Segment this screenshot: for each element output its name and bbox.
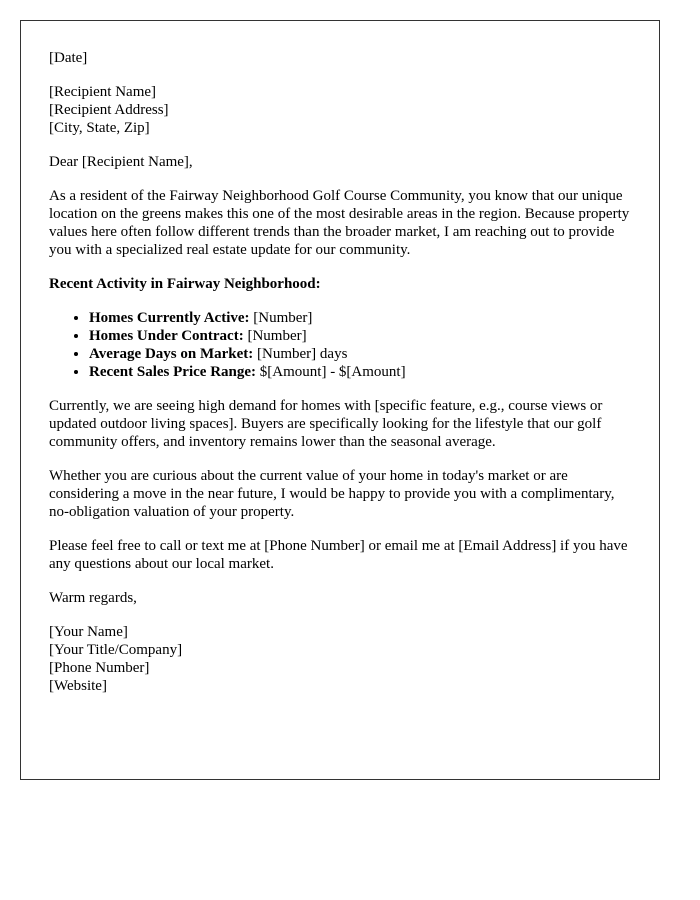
demand-paragraph: Currently, we are seeing high demand for homes with [specific feature, e.g., course views or updated outdoor living spaces]. Buyers are specifically looking for the lifestyle that our golf community offers, and inventory remains lower than the seasonal average. <box>49 398 603 450</box>
recipient-city-state-zip: [City, State, Zip] <box>49 120 150 136</box>
letter-date: [Date] <box>49 50 88 66</box>
signature-website: [Website] <box>49 678 107 694</box>
signature-block <box>49 623 631 695</box>
stat-label: Average Days on Market: <box>89 346 254 362</box>
stat-label: Homes Under Contract: <box>89 328 244 344</box>
salutation: Dear [Recipient Name], <box>49 154 193 170</box>
intro-paragraph: As a resident of the Fairway Neighborhood Golf Course Community, you know that our unique location on the greens makes this one of the most desirable areas in the region. Because property values here often follow different trends than the broader market, I am reaching out to provide you with a specialized real estate update for our community. <box>49 188 630 258</box>
stat-value: $[Amount] - $[Amount] <box>256 364 406 380</box>
recipient-name: [Recipient Name] <box>49 84 157 100</box>
activity-heading: Recent Activity in Fairway Neighborhood: <box>49 276 321 292</box>
closing: Warm regards, <box>49 590 137 606</box>
stat-item-price-range <box>89 363 631 381</box>
contact-paragraph: Please feel free to call or text me at [Phone Number] or email me at [Email Address] if you have any questions about our local market. <box>49 538 628 572</box>
stat-label: Recent Sales Price Range: <box>89 364 257 380</box>
stat-item-active <box>89 309 631 327</box>
letter-page <box>20 20 660 780</box>
signature-phone: [Phone Number] <box>49 660 150 676</box>
activity-stats-list <box>49 309 631 381</box>
recipient-address: [Recipient Address] <box>49 102 169 118</box>
valuation-paragraph: Whether you are curious about the current value of your home in today's market or are considering a move in the near future, I would be happy to provide you with a complimentary, no-obligation valuation of your property. <box>49 468 615 520</box>
stat-item-contract <box>89 327 631 345</box>
recipient-block <box>49 83 631 137</box>
stat-value: [Number] <box>249 310 313 326</box>
stat-label: Homes Currently Active: <box>89 310 250 326</box>
signature-name: [Your Name] <box>49 624 128 640</box>
stat-value: [Number] <box>243 328 307 344</box>
stat-item-days-on-market <box>89 345 631 363</box>
stat-value: [Number] days <box>253 346 348 362</box>
signature-title-company: [Your Title/Company] <box>49 642 183 658</box>
